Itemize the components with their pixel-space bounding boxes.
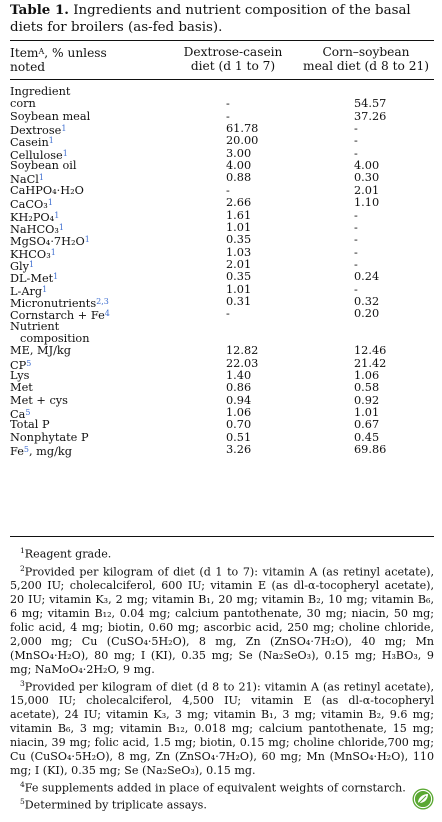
dextrose-casein-value: 0.31 (226, 294, 252, 308)
dextrose-casein-value: 0.88 (226, 171, 252, 185)
dextrose-casein-value: - (226, 97, 230, 111)
row-label: Nutrient (10, 319, 60, 333)
footnote-ref[interactable]: 5 (25, 408, 31, 418)
footnote-ref[interactable]: 1 (58, 222, 64, 232)
row-label: Total P (10, 418, 50, 432)
corn-soybean-value: 12.46 (354, 344, 387, 358)
dextrose-casein-value: 3.26 (226, 443, 252, 457)
table-row (10, 443, 434, 459)
row-label: DL-Met$^1$ (10, 272, 59, 286)
corn-soybean-value: - (354, 146, 358, 160)
row-label: CaCO₃$^1$ (10, 198, 53, 212)
row-label: $MgSO_4\cdot 7H_2O^1$ (10, 235, 90, 249)
dextrose-casein-value: 4.00 (226, 159, 252, 173)
corn-soybean-value: 0.67 (354, 418, 380, 432)
dextrose-casein-value: 3.00 (226, 146, 252, 160)
row-label: $CP^5$ (10, 358, 32, 372)
footnotes (10, 544, 434, 813)
footnote: $^3$Provided per kilogram of diet (d 8 to 21): vitamin A (as retinyl acetate), 15,000 IU; cholecalciferol, 4,500 IU; vitamin E (as dl-α-tocopheryl acetate), 24 IU; vitamin K₃, 3 mg; vitamin B₁, 3 mg; vitamin B₂, 9.6 mg; vitamin B₆, 3 mg; vitamin B₁₂, 0.018 mg; calcium pantothenate, 15 mg; niacin, 39 mg; folic acid, 1.5 mg; biotin, 0.15 mg; choline chloride,700 mg; Cu (CuSO₄·5H₂O), 8 mg, Zn (ZnSO₄·7H₂O), 60 mg; Mn (MnSO₄·H₂O), 110 mg; I (KI), 0.35 mg; Se (Na₂SeO₃), 0.15 mg. (10, 678, 434, 777)
footnote: $^5$Determined by triplicate assays. (20, 797, 207, 812)
dextrose-casein-value: 1.06 (226, 406, 252, 420)
dextrose-casein-value: - (226, 183, 230, 197)
header-col1: Dextrose-casein diet (d 1 to 7) (183, 45, 283, 73)
dextrose-casein-value: 1.03 (226, 245, 252, 259)
table-caption (10, 2, 434, 36)
corn-soybean-value: 54.57 (354, 97, 387, 111)
corn-soybean-value: - (354, 122, 358, 136)
header-item: Item$^A$, % unless noted (10, 46, 107, 74)
footnote-ref[interactable]: 1 (50, 247, 56, 257)
corn-soybean-value: - (354, 245, 358, 259)
table-row (10, 307, 434, 323)
footnote-ref[interactable]: 1 (47, 198, 53, 208)
corn-soybean-value: 69.86 (354, 443, 387, 457)
bottom-rule (10, 536, 434, 537)
row-label: NaHCO₃$^1$ (10, 222, 64, 236)
header-rule (10, 79, 434, 80)
table-row (10, 196, 434, 212)
corn-soybean-value: 21.42 (354, 356, 387, 370)
footnote-ref[interactable]: 4 (104, 309, 110, 319)
dextrose-casein-value: 0.35 (226, 270, 252, 284)
row-label: composition (20, 332, 90, 345)
table-row (10, 210, 434, 222)
row-label: Ingredient (10, 85, 71, 98)
footnote-ref[interactable]: 1 (84, 235, 90, 245)
row-label: ME, MJ/kg (10, 344, 71, 358)
row-label: L-Arg$^1$ (10, 284, 48, 298)
footnote-ref[interactable]: 1 (54, 210, 60, 220)
dextrose-casein-value: 1.40 (226, 369, 252, 383)
footnote-ref[interactable]: 5 (26, 358, 32, 368)
table-row (10, 233, 434, 249)
footnote-ref[interactable]: 1 (61, 124, 67, 134)
corn-soybean-value: 0.58 (354, 381, 380, 395)
dextrose-casein-value: 0.70 (226, 418, 252, 432)
footnote: $^2$Provided per kilogram of diet (d 1 to 7): vitamin A (as retinyl acetate), 5,200 IU; cholecalciferol, 600 IU; vitamin E (as dl-α-tocopheryl acetate), 20 IU; vitamin K₃, 2 mg; vitamin B₁, 20 mg; vitamin B₂, 10 mg; vitamin B₆, 6 mg; vitamin B₁₂, 0.04 mg; calcium pantothenate, 30 mg; niacin, 50 mg; folic acid, 4 mg; biotin, 0.60 mg; ascorbic acid, 250 mg; choline chloride, 2,000 mg; Cu (CuSO₄·5H₂O), 8 mg, Zn (ZnSO₄·7H₂O), 40 mg; Mn (MnSO₄·H₂O), 80 mg; I (KI), 0.35 mg; Se (Na₂SeO₃), 0.15 mg; H₃BO₃, 9 mg; NaMoO₄·2H₂O, 9 mg. (10, 563, 434, 676)
table-title: Ingredients and nutrient composition of the basal diets for broilers (as-fed basis). (10, 3, 411, 35)
corn-soybean-value: 0.24 (354, 270, 380, 284)
row-label: Casein$^1$ (10, 136, 54, 150)
dextrose-casein-value: 0.86 (226, 381, 252, 395)
row-label: Nonphytate P (10, 430, 89, 444)
table-row (10, 382, 434, 394)
table-row (10, 247, 434, 259)
footnote-ref[interactable]: 1 (29, 259, 35, 269)
dextrose-casein-value: - (226, 307, 230, 321)
row-label: Met + cys (10, 393, 68, 407)
corn-soybean-value: - (354, 282, 358, 296)
table-row (10, 270, 434, 286)
dextrose-casein-value: 61.78 (226, 122, 259, 136)
footnote-ref[interactable]: 1 (42, 284, 48, 294)
corn-soybean-value: 4.00 (354, 159, 380, 173)
row-label: KH₂PO₄$^1$ (10, 210, 60, 224)
corn-soybean-value: - (354, 134, 358, 148)
dextrose-casein-value: 0.51 (226, 430, 252, 444)
row-label: CaHPO₄·H₂O (10, 183, 84, 197)
corn-soybean-value: 0.32 (354, 294, 380, 308)
dextrose-casein-value: - (226, 109, 230, 123)
row-label: Dextrose$^1$ (10, 124, 67, 138)
row-label: Gly$^1$ (10, 259, 35, 273)
dextrose-casein-value: 20.00 (226, 134, 259, 148)
dextrose-casein-value: 0.35 (226, 233, 252, 247)
footnote-ref[interactable]: 1 (53, 272, 59, 282)
table-row (10, 111, 434, 123)
corn-soybean-value: 0.45 (354, 430, 380, 444)
dextrose-casein-value: 1.01 (226, 282, 252, 296)
row-label: Micronutrients$^{2,3}$ (10, 296, 109, 310)
row-label: Cornstarch + $Fe^4$ (10, 309, 110, 323)
row-label: Ca$^5$ (10, 408, 31, 422)
corn-soybean-value: 0.92 (354, 393, 380, 407)
footnote-ref[interactable]: 1 (38, 173, 44, 183)
corn-soybean-value: 0.30 (354, 171, 380, 185)
leaf-logo-icon (412, 788, 434, 810)
row-label: NaCl$^1$ (10, 173, 44, 187)
row-label: Lys (10, 369, 30, 383)
row-label: corn (10, 97, 36, 111)
dextrose-casein-value: 1.01 (226, 220, 252, 234)
corn-soybean-value: - (354, 220, 358, 234)
dextrose-casein-value: 2.01 (226, 257, 252, 271)
corn-soybean-value: - (354, 257, 358, 271)
footnote: $^1$Reagent grade. (20, 546, 112, 561)
footnote-ref[interactable]: 1 (48, 136, 54, 146)
table-row (10, 122, 434, 138)
dextrose-casein-value: 0.94 (226, 393, 252, 407)
corn-soybean-value: 1.01 (354, 406, 380, 420)
row-label: Fe$^5$, mg/kg (10, 445, 73, 459)
row-label: Soybean meal (10, 109, 91, 123)
top-rule (10, 40, 434, 41)
table-number: Table 1. (10, 2, 69, 18)
footnote-ref[interactable]: 1 (62, 148, 68, 158)
corn-soybean-value: - (354, 208, 358, 222)
dextrose-casein-value: 2.66 (226, 196, 252, 210)
corn-soybean-value: 37.26 (354, 109, 387, 123)
corn-soybean-value: 1.10 (354, 196, 380, 210)
corn-soybean-value: 0.20 (354, 307, 380, 321)
corn-soybean-value: 2.01 (354, 183, 380, 197)
dextrose-casein-value: 1.61 (226, 208, 252, 222)
dextrose-casein-value: 12.82 (226, 344, 259, 358)
row-label: Soybean oil (10, 159, 77, 173)
corn-soybean-value: 1.06 (354, 369, 380, 383)
dextrose-casein-value: 22.03 (226, 356, 259, 370)
table-row (10, 222, 434, 234)
row-label: KHCO₃$^1$ (10, 247, 56, 261)
table-row (10, 134, 434, 150)
header-col2: Corn–soybean meal diet (d 8 to 21) (303, 45, 429, 73)
footnote-ref[interactable]: 5 (23, 445, 29, 455)
table-row (10, 345, 434, 357)
row-label: Met (10, 381, 33, 395)
footnote-ref[interactable]: 2,3 (96, 296, 109, 306)
footnote: $^4$Fe supplements added in place of equivalent weights of cornstarch. (20, 779, 406, 795)
corn-soybean-value: - (354, 233, 358, 247)
row-label: Cellulose$^1$ (10, 148, 68, 162)
